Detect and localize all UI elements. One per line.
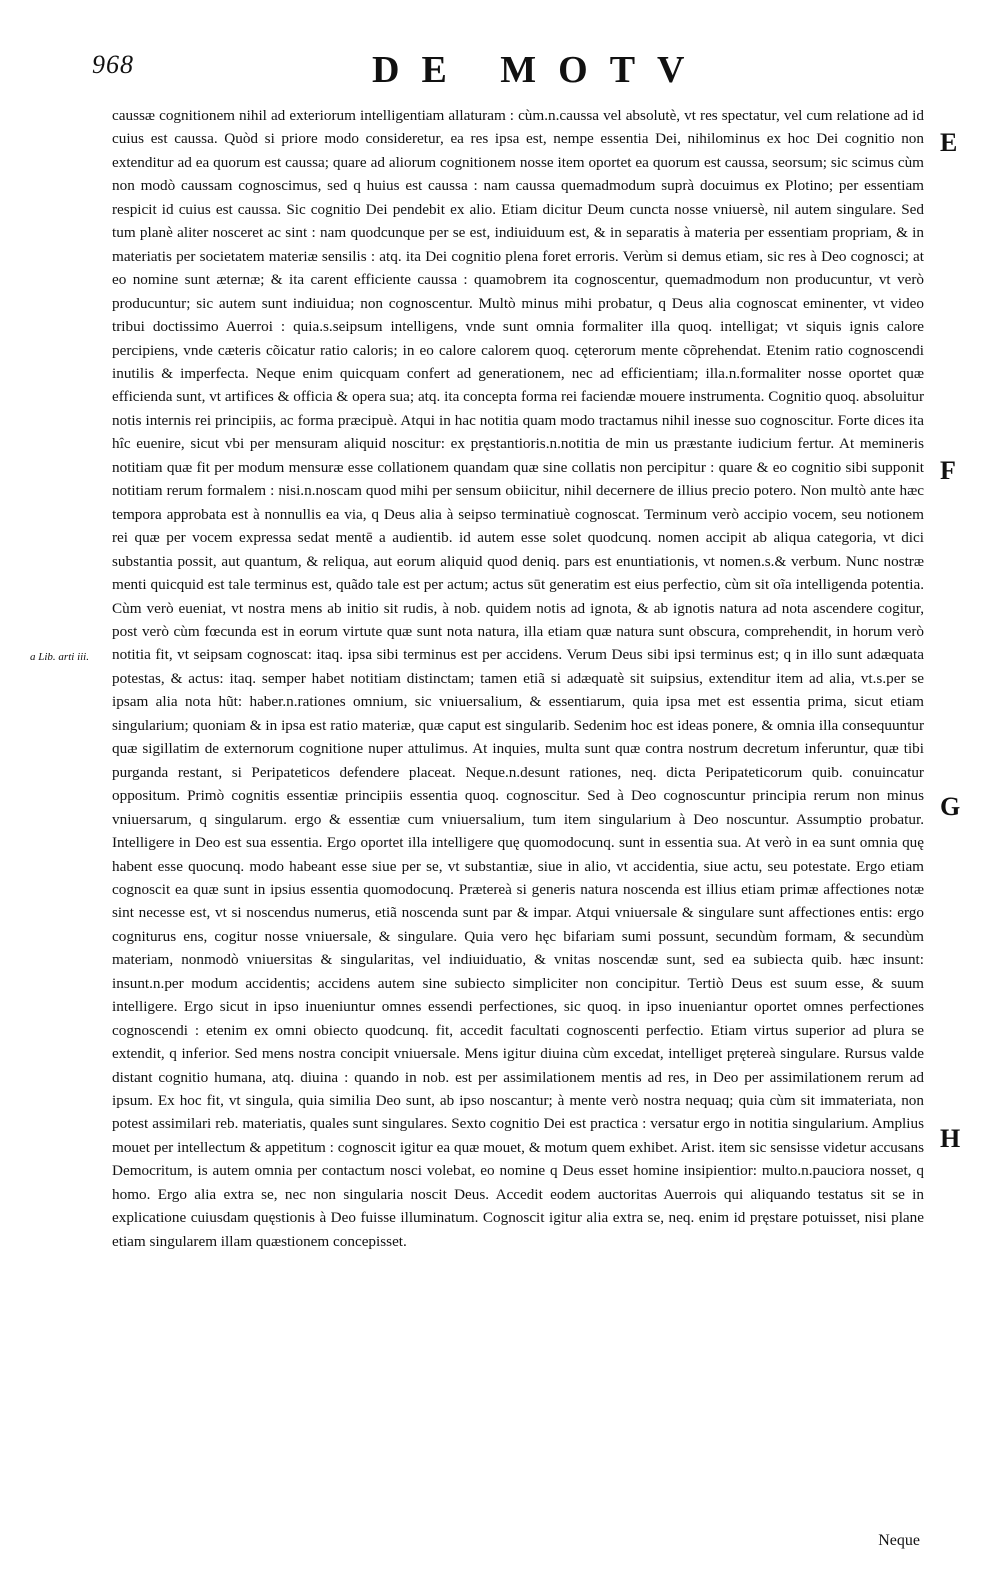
section-letter-g: G (940, 792, 961, 821)
marginal-note: a Lib. arti iii. (30, 651, 89, 663)
running-head: DE MOTV (372, 49, 707, 91)
catchword: Neque (878, 1532, 920, 1549)
section-letter-e: E (940, 128, 958, 157)
section-letter-f: F (940, 456, 956, 485)
body-text: caussæ cognitionem nihil ad exteriorum intelligentiam allaturam : cùm.n.caussa vel absolutè, vt res spectatur, vel cum relatione ad id cuius est caussa. Quòd si priore modo consideretur, ea res ipsa est, nempe essentia Dei, nihilominus ex hoc Dei cognitio non extenditur ad ea quorum est caussa; quare ad aliorum cognitionem nosse item oportet ea quorum est caussa, seorsum; sic scimus cùm non modò caussam cognoscimus, sed q huius est caussa : nam caussa quemadmodum suprà docuimus ex Plotino; per essentiam respicit id cuius est caussa. Sic cognitio Dei pendebit ex alio. Etiam dicitur Deum cuncta nosse vniuersè, nil autem singulare. Sed tum planè aliter nosceret ac sint : nam quodcunque per se est, indiuiduum est, & in separatis à materia per essentiam propriam, & in materiatis per societatem materiæ sensilis : atq. ita Dei cognitio plena foret erroris. Verùm si demus etiam, sic res à Deo cognosci; at eo nomine sunt æternæ; & ita carent efficiente caussa : quamobrem ita cognoscentur, quemadmodum non producuntur, vt verò producuntur; sic autem sunt indiuidua; non cognoscentur. Multò minus mihi probatur, q Deus alia cognoscat eminenter, vt video tribui doctissimo Auerroi : quia.s.seipsum intelligens, vnde sunt omnia formaliter illa quoq. intelligat; vt siquis ignis calore percipiens, vnde cæteris cõicatur ratio caloris; in eo calore calorem quoq. cęterorum mente cõprehendat. Etenim ratio cognoscendi inutilis & imperfecta. Neque enim quicquam confert ad generationem, nec ad efficientiam; illa.n.formaliter nosse oportet quæ efficienda sunt, vt artifices & officia & opera sua; atq. ita concepta forma rei faciendæ mouere instrumenta. Cognitio quoq. absoluitur notis internis rei principiis, ac forma præcipuè. Atqui in hac notitia quam modo tractamus nihil inesse suo cognoscitur. Forte dices ita hîc euenire, sicut vbi per mensuram aliquid noscitur: ex pręstantioris.n.notitia de min us præstante iudicium fertur. At memineris notitiam quæ fit per modum mensuræ esse collationem quandam quæ sine collatis non percipitur : quare & eo cognitio sibi supponit notitiam rerum formalem : nisi.n.noscam quod mihi per sensum obiicitur, nihil decernere de illius precio potero. Non multò ante hæc tempora approbata est à nonnullis ea via, q Deus alia à seipso terminatiuè cognoscat. Terminum verò accipio vocem, seu notionem rei quæ per vocem expressa sedat mentē a audientib. id autem esse solet quodcunq. nomen accipit ab aliqua categoria, vt dici substantia possit, aut quantum, & reliqua, aut eorum aliquid quod deniq. pars est enuntiationis, vt nomen.s.& verbum. Nunc nostræ menti quicquid est tale terminus est, quãdo tale est per actum; actus sūt generatim est eius perfectio, cùm sit oĩa intelligenda potentia. Cùm verò eueniat, vt nostra mens ab initio sit rudis, à nob. quidem notis ad ignota, & ab ignotis natura ad nota ascendere cogitur, post verò cùm fœcunda est in eorum virtute quæ sunt nota natura, illa etiam quæ natura sunt obscura, comprehendit, in horum verò notitia fit, vt seipsam cognoscat: itaq. ipsa sibi terminus est per accidens. Verum Deus sibi ipsi terminus est; q in illo sunt adæquata potestas, & actus: itaq. semper habet notitiam distinctam; tamen etiã si adæquatè sit suipsius, extenditur item ad alia, vt.s.per se ipsam alia nota hũt: haber.n.rationes omnium, sic vniuersalium, & essentiarum, quia ipsa met est essentia prima, sicut etiam singularium; quoniam & in ipsa est ratio materiæ, quæ caput est singularib. Sedenim hoc est ideas ponere, & omnia illa consequuntur quæ sigillatim de externorum cognitione nuper attulimus. At inquies, multa sunt quæ contra nostrum decretum inferuntur, quæ tibi purganda restant, si Peripateticos defendere placeat. Neque.n.desunt rationes, neq. dicta Peripateticorum quib. conuincatur oppositum. Primò cognitis essentiæ principiis essentia quoq. cognoscitur. Sed à Deo cognoscuntur principia rerum non minus vniuersarum, q singularum. ergo & essentiæ cum vniuersalium, tum item singularium à Deo noscuntur. Assumptio probatur. Intelligere in Deo est sua essentia. Ergo oportet illa intelligere quę quomodocunq. sunt in essentia sua. At verò in ea sunt omnia quę habent esse quocunq. modo habeant esse siue per se, vt substantiæ, siue in alio, vt accidentia, siue actu, seu potestate. Ergo etiam cognoscit ea quæ sunt in ipsius essentia quomodocunq. Prætereà si generis natura noscenda est illius etiam primæ affectiones notæ sint necesse est, vt si noscendus numerus, etiã noscenda sunt par & impar. Atqui vniuersale & singulare sunt affectiones entis: ergo cogniturus ens, cogitur nosse vniuersale, & singulare. Quia vero hęc bifariam sumi possunt, secundùm formam, & secundùm materiam, nonmodò vniuersitas & singularitas, vel indiuiduatio, & vnitas noscendæ sunt, sed ea subiecta quib. hæc insunt: insunt.n.per modum accidentis; accidens autem sine subiecto simpliciter non concipitur. Tertiò Deus est suum esse, & suum intelligere. Ergo sicut in ipso inueniuntur omnes essendi perfectiones, sic quoq. in ipso inueniantur oportet omnes perfectiones cognoscendi : etenim ex omni obiecto quodcunq. fit, accedit facultati cognoscenti perfectio. Etiam virtus superior ad plura se extendit, q inferior. Sed mens nostra concipit vniuersale. Mens igitur diuina cùm excedat, intelliget prętereà singulare. Rursus valde distant cognitio humana, atq. diuina : quando in nob. est per assimilationem mentis ad res, in Deo per assimilationem rerum ad ipsum. Ex hoc fit, vt singula, quia similia Deo sunt, ab ipso noscantur; à mente verò nostra nequaq; quia cùm sit immateriata, non potest assimilari reb. materiatis, quales sunt singulares. Sexto cognitio Dei est practica : versatur ergo in notitia singularium. Amplius mouet per intellectum & appetitum : cognoscit igitur ea quæ mouet, & motum quem exhibet. Arist. item sic sensisse videtur accusans Democritum, is autem omnia per contactum nosci volebat, eo nomine q Deus esset homine insipientior: multo.n.pauciora nosset, q homo. Ergo alia extra se, nec non singularia noscit Deus. Accedit eodem auctoritas Auerrois qui aliquando testatus sit se in explicatione cuiusdam quęstionis à Deo fuisse illuminatum. Cognoscit igitur alia extra se, neq. enim id pręstare potuisset, nisi plane etiam singularem illam quæstionem concepisset. (112, 107, 924, 1250)
section-letter-h: H (940, 1124, 961, 1153)
page-number: 968 (92, 50, 134, 79)
